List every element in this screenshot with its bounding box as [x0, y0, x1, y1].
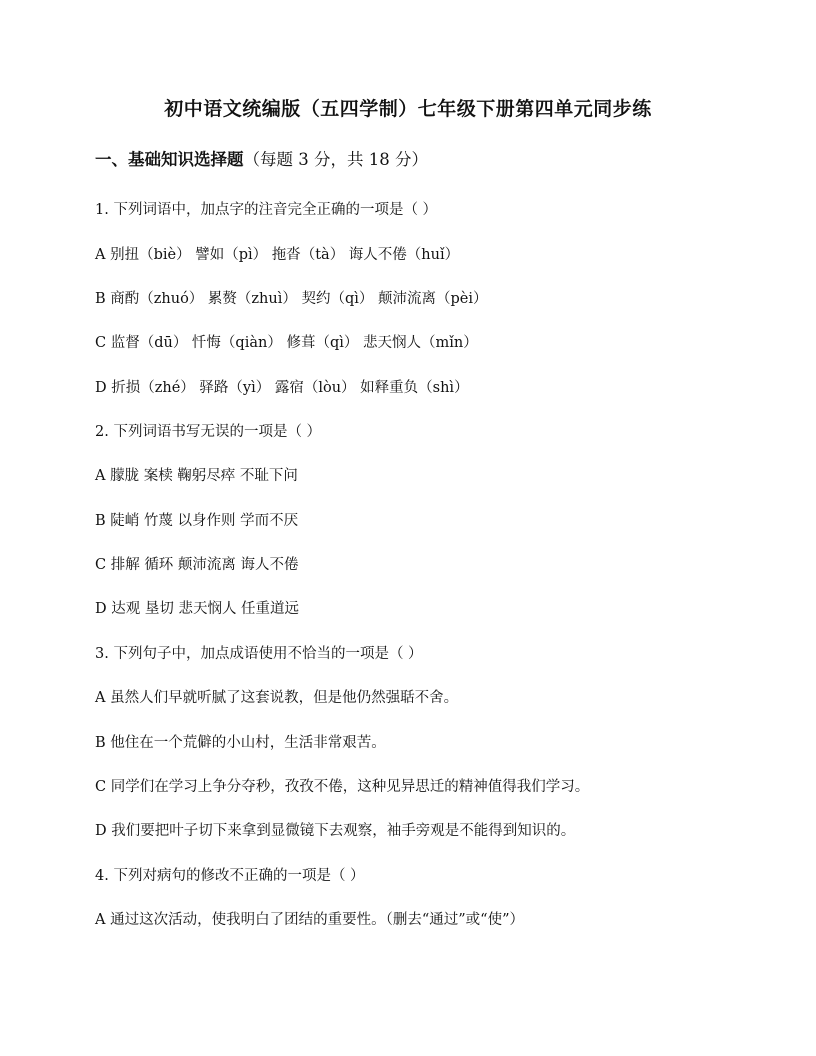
question-3-option-d: D 我们要把叶子切下来拿到显微镜下去观察，袖手旁观是不能得到知识的。	[95, 823, 576, 839]
question-3-option-a: A 虽然人们早就听腻了这套说教，但是他仍然强聒不舍。	[95, 690, 459, 706]
question-2-option-d: D 达观 垦切 悲天悯人 任重道远	[95, 601, 300, 617]
question-1-stem: 1. 下列词语中，加点字的注音完全正确的一项是（ ）	[95, 202, 438, 218]
question-3-stem: 3. 下列句子中，加点成语使用不恰当的一项是（ ）	[95, 646, 423, 662]
document-title: 初中语文统编版（五四学制）七年级下册第四单元同步练	[164, 98, 652, 120]
question-2-option-b: B 陡峭 竹蔑 以身作则 学而不厌	[95, 513, 299, 529]
section-heading-note: （每题 3 分，共 18 分）	[243, 150, 428, 169]
question-1-option-a: A 别扭（biè） 譬如（pì） 拖沓（tà） 诲人不倦（huǐ）	[95, 247, 460, 263]
question-3-option-c: C 同学们在学习上争分夺秒，孜孜不倦，这种见异思迁的精神值得我们学习。	[95, 779, 590, 795]
question-4-stem: 4. 下列对病句的修改不正确的一项是（ ）	[95, 868, 365, 884]
question-4-option-a: A 通过这次活动，使我明白了团结的重要性。（删去“通过”或“使”）	[95, 912, 524, 928]
question-1-option-d: D 折损（zhé） 驿路（yì） 露宿（lòu） 如释重负（shì）	[95, 380, 469, 396]
question-2-option-c: C 排解 循环 颠沛流离 诲人不倦	[95, 557, 299, 573]
question-1-option-c: C 监督（dū） 忏悔（qiàn） 修葺（qì） 悲天悯人（mǐn）	[95, 335, 478, 351]
question-2-option-a: A 朦胧 案椟 鞠躬尽瘁 不耻下问	[95, 468, 298, 484]
section-heading	[95, 147, 428, 173]
question-1-option-b: B 商酌（zhuó） 累赘（zhuì） 契约（qì） 颠沛流离（pèi）	[95, 291, 488, 307]
section-heading-title: 一、基础知识选择题	[95, 150, 244, 169]
question-3-option-b: B 他住在一个荒僻的小山村，生活非常艰苦。	[95, 735, 386, 751]
question-2-stem: 2. 下列词语书写无误的一项是（ ）	[95, 424, 322, 440]
